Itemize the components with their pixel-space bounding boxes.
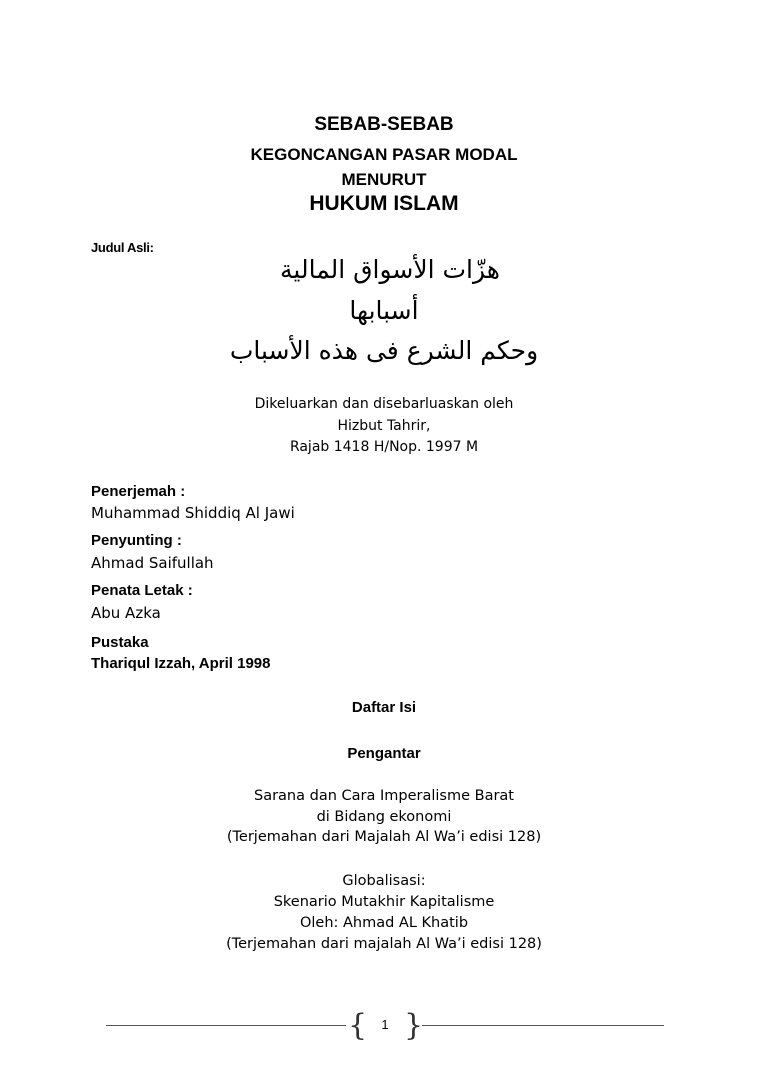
toc-section1-line-3: (Terjemahan dari Majalah Al Wa’i edisi 128): [226, 829, 542, 845]
footer-brace-right: }: [404, 1008, 424, 1043]
publisher-label: Pustaka: [91, 634, 149, 651]
page-number: 1: [381, 1017, 389, 1032]
toc-intro: Pengantar: [347, 745, 421, 762]
toc-section2-line-4: (Terjemahan dari majalah Al Wa’i edisi 128): [226, 936, 542, 952]
toc-section2-line-2: Skenario Mutakhir Kapitalisme: [273, 894, 495, 910]
footer-rule-left: [106, 1025, 346, 1026]
translator-label: Penerjemah :: [91, 483, 186, 500]
original-title-label: Judul Asli:: [91, 240, 154, 255]
toc-section1-line-1: Sarana dan Cara Imperalisme Barat: [254, 788, 514, 804]
title-line-4: HUKUM ISLAM: [309, 192, 459, 215]
arabic-title-line-2: أسبابها: [349, 296, 419, 325]
publisher-line-3: Rajab 1418 H/Nop. 1997 M: [289, 439, 479, 455]
arabic-title-line-1: هزّات الأسواق المالية: [280, 255, 500, 284]
title-line-3: MENURUT: [341, 170, 427, 189]
title-line-2: KEGONCANGAN PASAR MODAL: [250, 145, 518, 164]
toc-section2-line-1: Globalisasi:: [342, 873, 426, 889]
publisher-line-1: Dikeluarkan dan disebarluaskan oleh: [254, 396, 514, 412]
layout-label: Penata Letak :: [91, 582, 193, 599]
editor-value: Ahmad Saifullah: [91, 554, 214, 572]
publisher-value: Thariqul Izzah, April 1998: [91, 655, 271, 672]
arabic-title-line-3: وحكم الشرع فى هذه الأسباب: [229, 336, 539, 365]
editor-label: Penyunting :: [91, 532, 182, 549]
publisher-line-2: Hizbut Tahrir,: [337, 418, 431, 434]
footer-brace-left: {: [348, 1008, 368, 1043]
toc-section1-line-2: di Bidang ekonomi: [316, 809, 452, 825]
toc-section2-line-3: Oleh: Ahmad AL Khatib: [299, 915, 469, 931]
translator-value: Muhammad Shiddiq Al Jawi: [91, 504, 295, 522]
toc-heading: Daftar Isi: [351, 699, 417, 716]
layout-value: Abu Azka: [91, 604, 161, 622]
footer-rule-right: [422, 1025, 664, 1026]
title-line-1: SEBAB-SEBAB: [314, 114, 454, 135]
